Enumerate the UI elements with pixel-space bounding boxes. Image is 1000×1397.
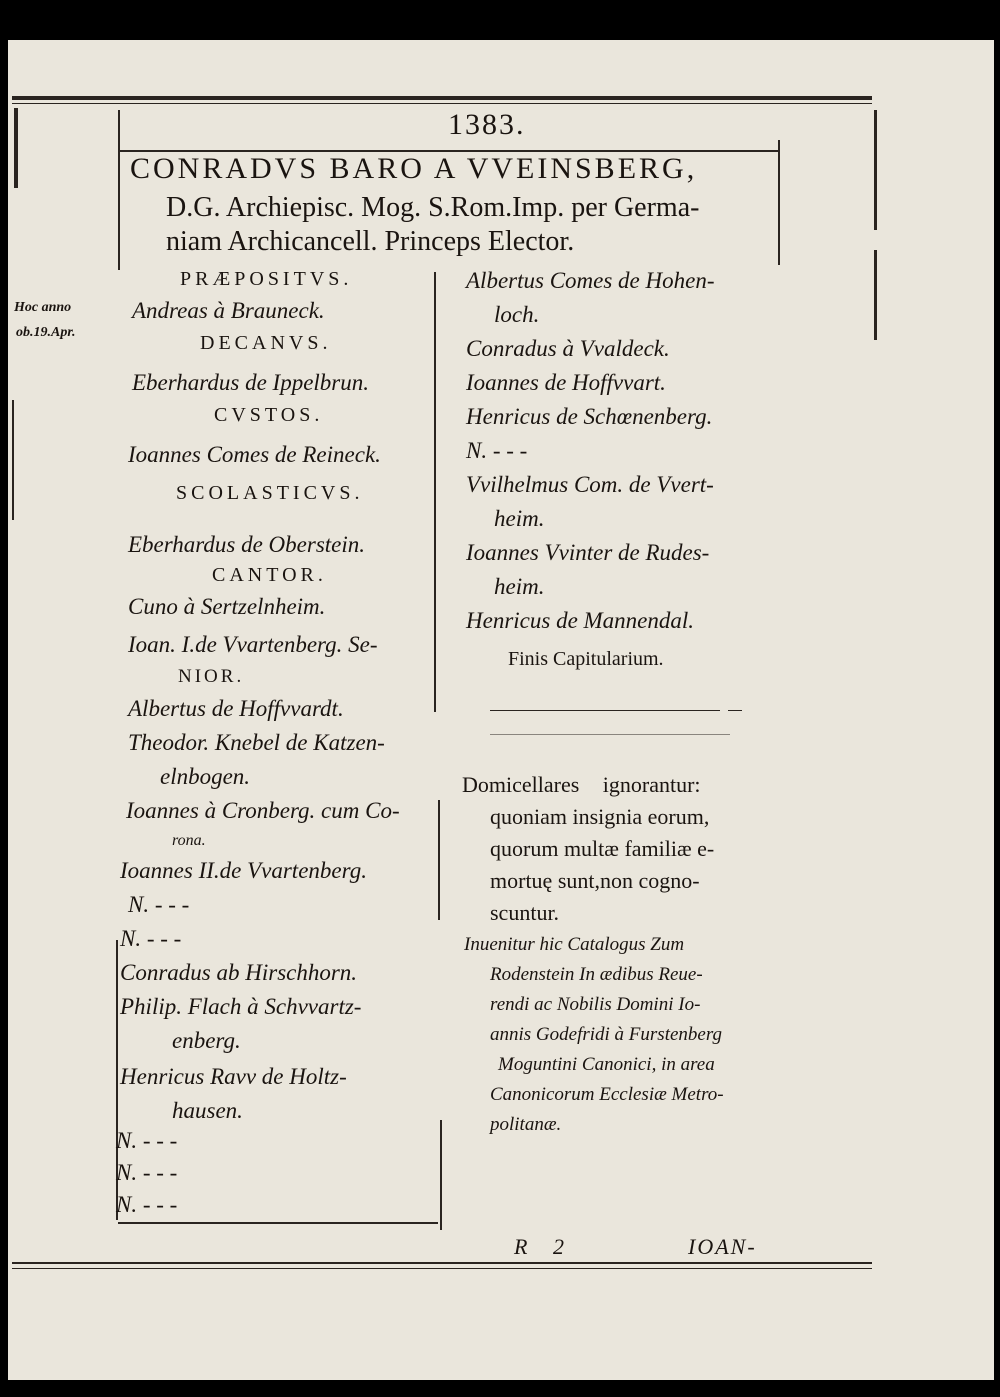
list-item: Henricus Ravv de Holtz- (120, 1064, 347, 1089)
section-custos: CVSTOS. (214, 404, 324, 426)
top-rule (12, 96, 872, 100)
inuenitur-line: Rodenstein In ædibus Reue- (490, 964, 703, 985)
list-item: Eberhardus de Ippelbrun. (132, 370, 370, 395)
list-item: Cuno à Sertzelnheim. (128, 594, 326, 619)
list-item: elnbogen. (160, 764, 251, 789)
list-item: Ioannes II.de Vvartenberg. (120, 858, 367, 883)
list-item: hausen. (172, 1098, 243, 1123)
list-item: Albertus de Hoffvvardt. (128, 696, 344, 721)
inuenitur-line: Moguntini Canonici, in area (498, 1054, 715, 1075)
list-item: Conradus ab Hirschhorn. (120, 960, 358, 985)
list-item: Ioannes Vvinter de Rudes- (466, 540, 710, 565)
inuenitur-line: rendi ac Nobilis Domini Io- (490, 994, 701, 1015)
list-item: Conradus à Vvaldeck. (466, 336, 670, 361)
inuenitur-line: politanæ. (490, 1114, 562, 1135)
list-item: Ioannes de Hoffvvart. (466, 370, 666, 395)
margin-note-line1: Hoc anno (14, 300, 72, 315)
domicellares-line: scuntur. (490, 900, 560, 925)
margin-note-line2: ob.19.Apr. (16, 325, 76, 340)
list-item: Henricus de Mannendal. (466, 608, 695, 633)
list-item: Albertus Comes de Hohen- (466, 268, 715, 293)
footer-rule (12, 1262, 872, 1264)
list-item: heim. (494, 506, 545, 531)
list-item: N. - - - (116, 1160, 178, 1185)
book-page (8, 40, 994, 1380)
column-divider-3 (440, 1120, 442, 1230)
list-item: N. - - - (128, 892, 190, 917)
right-edge-rule (874, 110, 877, 230)
inuenitur-line: annis Godefridi à Furstenberg (490, 1024, 723, 1045)
heading-line2: D.G. Archiepisc. Mog. S.Rom.Imp. per Germa- (166, 192, 700, 223)
right-margin-rule (874, 250, 877, 340)
section-decanus: DECANVS. (200, 332, 332, 354)
section-cantor: CANTOR. (212, 564, 327, 586)
list-item: Ioan. I.de Vvartenberg. Se- (128, 632, 378, 657)
top-rule-thin (12, 103, 872, 104)
list-item: Ioannes à Cronberg. cum Co- (126, 798, 400, 823)
list-item: rona. (172, 832, 206, 849)
section-praepositus: PRÆPOSITVS. (180, 268, 353, 290)
separator-rule-1 (490, 710, 720, 711)
column-divider (434, 272, 436, 712)
page-number: 1383. (448, 108, 526, 141)
signature-mark: R 2 (514, 1234, 564, 1259)
separator-rule-2 (728, 710, 742, 711)
list-item: N. - - - (116, 1192, 178, 1217)
left-edge-rule (14, 108, 18, 188)
inuenitur-line: Canonicorum Ecclesiæ Metro- (490, 1084, 724, 1105)
header-right-rule (778, 140, 780, 265)
header-left-rule (118, 110, 120, 270)
list-item: Philip. Flach à Schvvartz- (120, 994, 362, 1019)
list-item: N. - - - (120, 926, 182, 951)
heading-line1: CONRADVS BARO A VVEINSBERG, (130, 152, 698, 185)
domicellares-line: quorum multæ familiæ e- (490, 836, 715, 861)
list-item: Vvilhelmus Com. de Vvert- (466, 472, 714, 497)
domicellares-line: quoniam insignia eorum, (490, 804, 710, 829)
left-edge-rule-2 (12, 400, 14, 520)
list-item: enberg. (172, 1028, 241, 1053)
bottom-rule (118, 1222, 438, 1224)
heading-line3: niam Archicancell. Princeps Elector. (166, 226, 575, 257)
inuenitur-line: Inuenitur hic Catalogus Zum (464, 934, 685, 955)
domicellares-line: Domicellares ignorantur: (462, 772, 701, 797)
footer-rule-thin (12, 1268, 872, 1269)
column-divider-2 (438, 800, 440, 920)
domicellares-line: mortuę sunt,non cogno- (490, 868, 700, 893)
list-item: N. - - - (466, 438, 528, 463)
list-item: Eberhardus de Oberstein. (128, 532, 366, 557)
list-item: Andreas à Brauneck. (132, 298, 325, 323)
list-item: NIOR. (178, 666, 245, 687)
list-item: loch. (494, 302, 540, 327)
list-item: heim. (494, 574, 545, 599)
list-item: Ioannes Comes de Reineck. (128, 442, 381, 467)
list-item: N. - - - (116, 1128, 178, 1153)
list-item: Theodor. Knebel de Katzen- (128, 730, 385, 755)
catchword: IOAN- (688, 1234, 757, 1259)
finis-capitularium: Finis Capitularium. (508, 648, 664, 670)
section-scolasticus: SCOLASTICVS. (176, 482, 364, 504)
list-item: Henricus de Schœnenberg. (466, 404, 713, 429)
separator-rule-3 (490, 734, 730, 735)
